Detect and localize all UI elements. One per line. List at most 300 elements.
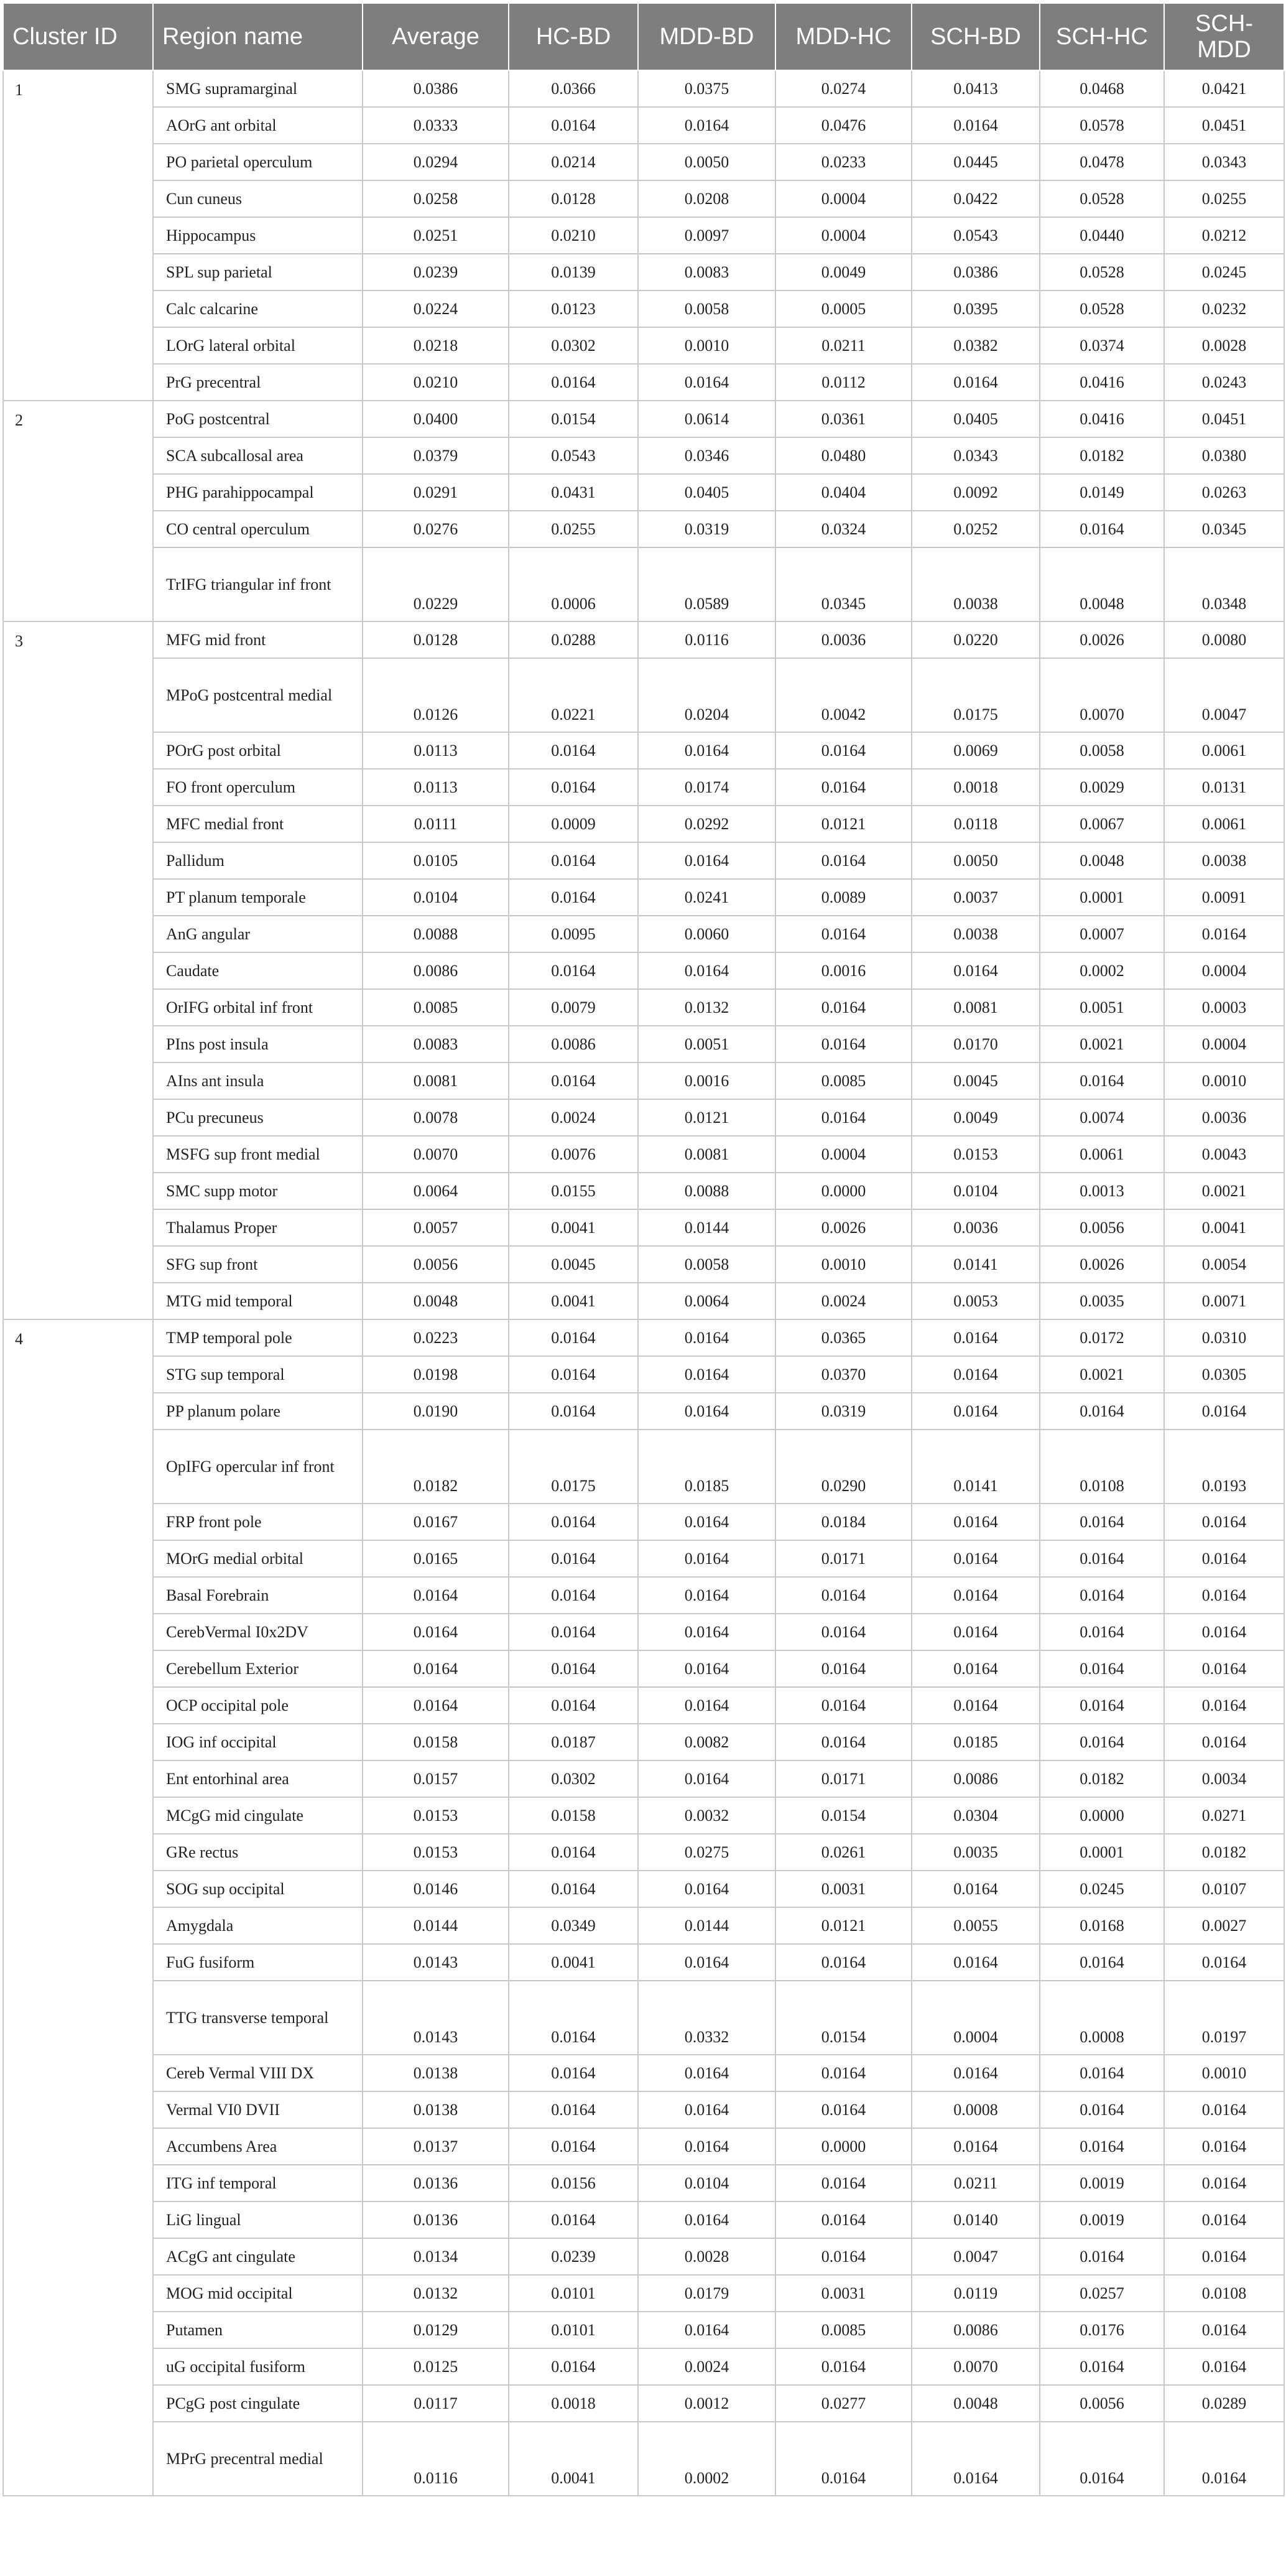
mdd-hc-cell: 0.0164 xyxy=(775,1099,912,1136)
average-cell: 0.0111 xyxy=(363,806,509,842)
sch-hc-cell: 0.0061 xyxy=(1040,1136,1164,1173)
average-cell: 0.0229 xyxy=(363,547,509,621)
mdd-hc-cell: 0.0024 xyxy=(775,1283,912,1319)
mdd-hc-cell: 0.0031 xyxy=(775,2275,912,2312)
region-name-cell: STG sup temporal xyxy=(153,1356,363,1393)
sch-bd-cell: 0.0382 xyxy=(912,327,1040,364)
hc-bd-cell: 0.0214 xyxy=(509,144,638,180)
mdd-bd-cell: 0.0164 xyxy=(638,1760,775,1797)
table-row xyxy=(3,511,1284,547)
average-cell: 0.0258 xyxy=(363,180,509,217)
sch-mdd-cell: 0.0038 xyxy=(1164,842,1284,879)
mdd-hc-cell: 0.0164 xyxy=(775,1650,912,1687)
sch-hc-cell: 0.0168 xyxy=(1040,1907,1164,1944)
sch-bd-cell: 0.0092 xyxy=(912,474,1040,511)
region-name-cell: CerebVermal I0x2DV xyxy=(153,1614,363,1650)
average-cell: 0.0113 xyxy=(363,769,509,806)
sch-hc-cell: 0.0164 xyxy=(1040,2238,1164,2275)
hc-bd-cell: 0.0123 xyxy=(509,291,638,327)
table-row xyxy=(3,1834,1284,1871)
mdd-bd-cell: 0.0346 xyxy=(638,437,775,474)
mdd-bd-cell: 0.0319 xyxy=(638,511,775,547)
average-cell: 0.0153 xyxy=(363,1797,509,1834)
average-cell: 0.0083 xyxy=(363,1026,509,1062)
sch-bd-cell: 0.0053 xyxy=(912,1283,1040,1319)
table-row xyxy=(3,1136,1284,1173)
sch-mdd-cell: 0.0421 xyxy=(1164,70,1284,107)
sch-bd-cell: 0.0018 xyxy=(912,769,1040,806)
sch-mdd-cell: 0.0036 xyxy=(1164,1099,1284,1136)
mdd-bd-cell: 0.0164 xyxy=(638,1944,775,1981)
sch-mdd-cell: 0.0061 xyxy=(1164,732,1284,769)
mdd-bd-cell: 0.0164 xyxy=(638,1504,775,1540)
sch-bd-cell: 0.0164 xyxy=(912,1577,1040,1614)
sch-mdd-cell: 0.0164 xyxy=(1164,1650,1284,1687)
mdd-bd-cell: 0.0088 xyxy=(638,1173,775,1209)
region-name-cell: ACgG ant cingulate xyxy=(153,2238,363,2275)
hc-bd-cell: 0.0164 xyxy=(509,2055,638,2091)
table-row xyxy=(3,2385,1284,2422)
table-row xyxy=(3,1687,1284,1724)
table-row xyxy=(3,1209,1284,1246)
average-cell: 0.0137 xyxy=(363,2128,509,2165)
sch-bd-cell: 0.0252 xyxy=(912,511,1040,547)
average-cell: 0.0167 xyxy=(363,1504,509,1540)
mdd-hc-cell: 0.0154 xyxy=(775,1797,912,1834)
sch-mdd-cell: 0.0164 xyxy=(1164,1944,1284,1981)
sch-hc-cell: 0.0056 xyxy=(1040,1209,1164,1246)
average-cell: 0.0239 xyxy=(363,254,509,291)
average-cell: 0.0104 xyxy=(363,879,509,916)
sch-bd-cell: 0.0008 xyxy=(912,2091,1040,2128)
sch-bd-cell: 0.0395 xyxy=(912,291,1040,327)
hc-bd-cell: 0.0164 xyxy=(509,1393,638,1430)
mdd-bd-cell: 0.0174 xyxy=(638,769,775,806)
sch-hc-cell: 0.0172 xyxy=(1040,1319,1164,1356)
table-row xyxy=(3,2091,1284,2128)
sch-hc-cell: 0.0021 xyxy=(1040,1356,1164,1393)
sch-bd-cell: 0.0038 xyxy=(912,916,1040,952)
region-name-cell: Hippocampus xyxy=(153,217,363,254)
hc-bd-cell: 0.0366 xyxy=(509,70,638,107)
sch-hc-cell: 0.0067 xyxy=(1040,806,1164,842)
sch-hc-cell: 0.0074 xyxy=(1040,1099,1164,1136)
mdd-bd-cell: 0.0332 xyxy=(638,1981,775,2055)
mdd-hc-cell: 0.0164 xyxy=(775,2055,912,2091)
hc-bd-cell: 0.0009 xyxy=(509,806,638,842)
sch-bd-cell: 0.0045 xyxy=(912,1062,1040,1099)
mdd-bd-cell: 0.0164 xyxy=(638,2055,775,2091)
mdd-bd-cell: 0.0614 xyxy=(638,401,775,437)
mdd-hc-cell: 0.0324 xyxy=(775,511,912,547)
average-cell: 0.0136 xyxy=(363,2202,509,2238)
sch-mdd-cell: 0.0451 xyxy=(1164,401,1284,437)
sch-hc-cell: 0.0416 xyxy=(1040,364,1164,401)
sch-mdd-cell: 0.0164 xyxy=(1164,1687,1284,1724)
sch-hc-cell: 0.0578 xyxy=(1040,107,1164,144)
sch-mdd-cell: 0.0345 xyxy=(1164,511,1284,547)
hc-bd-cell: 0.0024 xyxy=(509,1099,638,1136)
header-region-name: Region name xyxy=(153,3,363,70)
average-cell: 0.0190 xyxy=(363,1393,509,1430)
mdd-hc-cell: 0.0042 xyxy=(775,658,912,732)
table-row xyxy=(3,1981,1284,2055)
sch-bd-cell: 0.0037 xyxy=(912,879,1040,916)
sch-bd-cell: 0.0047 xyxy=(912,2238,1040,2275)
sch-hc-cell: 0.0164 xyxy=(1040,1944,1164,1981)
mdd-bd-cell: 0.0016 xyxy=(638,1062,775,1099)
table-row xyxy=(3,1246,1284,1283)
mdd-hc-cell: 0.0476 xyxy=(775,107,912,144)
sch-bd-cell: 0.0164 xyxy=(912,1944,1040,1981)
region-name-cell: SPL sup parietal xyxy=(153,254,363,291)
sch-bd-cell: 0.0048 xyxy=(912,2385,1040,2422)
sch-mdd-cell: 0.0164 xyxy=(1164,2312,1284,2348)
sch-hc-cell: 0.0164 xyxy=(1040,1687,1164,1724)
sch-mdd-cell: 0.0071 xyxy=(1164,1283,1284,1319)
region-name-cell: Amygdala xyxy=(153,1907,363,1944)
sch-hc-cell: 0.0164 xyxy=(1040,2055,1164,2091)
mdd-hc-cell: 0.0164 xyxy=(775,732,912,769)
region-name-cell: PT planum temporale xyxy=(153,879,363,916)
hc-bd-cell: 0.0164 xyxy=(509,364,638,401)
hc-bd-cell: 0.0175 xyxy=(509,1430,638,1504)
sch-hc-cell: 0.0164 xyxy=(1040,1650,1164,1687)
sch-hc-cell: 0.0164 xyxy=(1040,1504,1164,1540)
sch-mdd-cell: 0.0043 xyxy=(1164,1136,1284,1173)
table-row xyxy=(3,1026,1284,1062)
region-name-cell: FRP front pole xyxy=(153,1504,363,1540)
sch-bd-cell: 0.0164 xyxy=(912,2128,1040,2165)
mdd-bd-cell: 0.0132 xyxy=(638,989,775,1026)
sch-hc-cell: 0.0048 xyxy=(1040,842,1164,879)
average-cell: 0.0088 xyxy=(363,916,509,952)
sch-bd-cell: 0.0141 xyxy=(912,1246,1040,1283)
sch-hc-cell: 0.0416 xyxy=(1040,401,1164,437)
sch-hc-cell: 0.0528 xyxy=(1040,254,1164,291)
header-mdd-hc: MDD-HC xyxy=(775,3,912,70)
mdd-bd-cell: 0.0164 xyxy=(638,2312,775,2348)
mdd-hc-cell: 0.0004 xyxy=(775,217,912,254)
mdd-bd-cell: 0.0164 xyxy=(638,1356,775,1393)
sch-hc-cell: 0.0164 xyxy=(1040,1724,1164,1760)
region-name-cell: Cerebellum Exterior xyxy=(153,1650,363,1687)
mdd-hc-cell: 0.0164 xyxy=(775,842,912,879)
table-row xyxy=(3,2165,1284,2202)
cluster-id-cell: 2 xyxy=(3,401,153,621)
sch-mdd-cell: 0.0003 xyxy=(1164,989,1284,1026)
region-name-cell: MCgG mid cingulate xyxy=(153,1797,363,1834)
hc-bd-cell: 0.0156 xyxy=(509,2165,638,2202)
table-row xyxy=(3,2422,1284,2496)
average-cell: 0.0138 xyxy=(363,2091,509,2128)
header-row xyxy=(3,3,1284,70)
sch-bd-cell: 0.0153 xyxy=(912,1136,1040,1173)
region-name-cell: IOG inf occipital xyxy=(153,1724,363,1760)
region-name-cell: ITG inf temporal xyxy=(153,2165,363,2202)
hc-bd-cell: 0.0155 xyxy=(509,1173,638,1209)
sch-hc-cell: 0.0149 xyxy=(1040,474,1164,511)
mdd-hc-cell: 0.0016 xyxy=(775,952,912,989)
mdd-hc-cell: 0.0184 xyxy=(775,1504,912,1540)
mdd-hc-cell: 0.0164 xyxy=(775,916,912,952)
average-cell: 0.0400 xyxy=(363,401,509,437)
sch-mdd-cell: 0.0080 xyxy=(1164,621,1284,658)
mdd-hc-cell: 0.0112 xyxy=(775,364,912,401)
sch-mdd-cell: 0.0232 xyxy=(1164,291,1284,327)
table-body xyxy=(3,70,1284,2496)
sch-bd-cell: 0.0543 xyxy=(912,217,1040,254)
region-name-cell: SMG supramarginal xyxy=(153,70,363,107)
sch-bd-cell: 0.0175 xyxy=(912,658,1040,732)
region-name-cell: MOrG medial orbital xyxy=(153,1540,363,1577)
average-cell: 0.0125 xyxy=(363,2348,509,2385)
mdd-hc-cell: 0.0004 xyxy=(775,1136,912,1173)
region-name-cell: MPoG postcentral medial xyxy=(153,658,363,732)
region-name-cell: MTG mid temporal xyxy=(153,1283,363,1319)
table-row xyxy=(3,2238,1284,2275)
region-name-cell: SFG sup front xyxy=(153,1246,363,1283)
mdd-hc-cell: 0.0274 xyxy=(775,70,912,107)
sch-mdd-cell: 0.0193 xyxy=(1164,1430,1284,1504)
mdd-hc-cell: 0.0319 xyxy=(775,1393,912,1430)
mdd-hc-cell: 0.0121 xyxy=(775,1907,912,1944)
mdd-hc-cell: 0.0164 xyxy=(775,2422,912,2496)
sch-hc-cell: 0.0019 xyxy=(1040,2165,1164,2202)
mdd-bd-cell: 0.0164 xyxy=(638,1687,775,1724)
cluster-id-cell: 3 xyxy=(3,621,153,1319)
table-row xyxy=(3,1430,1284,1504)
region-name-cell: PO parietal operculum xyxy=(153,144,363,180)
mdd-bd-cell: 0.0204 xyxy=(638,658,775,732)
sch-mdd-cell: 0.0212 xyxy=(1164,217,1284,254)
table-row xyxy=(3,1540,1284,1577)
mdd-hc-cell: 0.0261 xyxy=(775,1834,912,1871)
mdd-hc-cell: 0.0164 xyxy=(775,1687,912,1724)
average-cell: 0.0224 xyxy=(363,291,509,327)
sch-bd-cell: 0.0220 xyxy=(912,621,1040,658)
region-name-cell: AIns ant insula xyxy=(153,1062,363,1099)
sch-hc-cell: 0.0048 xyxy=(1040,547,1164,621)
sch-bd-cell: 0.0164 xyxy=(912,1614,1040,1650)
hc-bd-cell: 0.0139 xyxy=(509,254,638,291)
mdd-bd-cell: 0.0082 xyxy=(638,1724,775,1760)
sch-mdd-cell: 0.0245 xyxy=(1164,254,1284,291)
sch-hc-cell: 0.0051 xyxy=(1040,989,1164,1026)
sch-bd-cell: 0.0164 xyxy=(912,2422,1040,2496)
sch-mdd-cell: 0.0271 xyxy=(1164,1797,1284,1834)
mdd-bd-cell: 0.0116 xyxy=(638,621,775,658)
mdd-bd-cell: 0.0589 xyxy=(638,547,775,621)
sch-mdd-cell: 0.0164 xyxy=(1164,2238,1284,2275)
sch-mdd-cell: 0.0107 xyxy=(1164,1871,1284,1907)
mdd-hc-cell: 0.0154 xyxy=(775,1981,912,2055)
hc-bd-cell: 0.0349 xyxy=(509,1907,638,1944)
sch-bd-cell: 0.0140 xyxy=(912,2202,1040,2238)
sch-bd-cell: 0.0413 xyxy=(912,70,1040,107)
table-row xyxy=(3,621,1284,658)
region-name-cell: FuG fusiform xyxy=(153,1944,363,1981)
hc-bd-cell: 0.0164 xyxy=(509,1687,638,1724)
sch-bd-cell: 0.0445 xyxy=(912,144,1040,180)
region-name-cell: MPrG precentral medial xyxy=(153,2422,363,2496)
sch-hc-cell: 0.0029 xyxy=(1040,769,1164,806)
sch-mdd-cell: 0.0310 xyxy=(1164,1319,1284,1356)
table-row xyxy=(3,1356,1284,1393)
mdd-bd-cell: 0.0121 xyxy=(638,1099,775,1136)
table-row xyxy=(3,2202,1284,2238)
sch-bd-cell: 0.0164 xyxy=(912,364,1040,401)
table-row xyxy=(3,401,1284,437)
sch-bd-cell: 0.0081 xyxy=(912,989,1040,1026)
mdd-bd-cell: 0.0028 xyxy=(638,2238,775,2275)
mdd-hc-cell: 0.0164 xyxy=(775,2202,912,2238)
hc-bd-cell: 0.0041 xyxy=(509,1944,638,1981)
mdd-hc-cell: 0.0026 xyxy=(775,1209,912,1246)
region-name-cell: MFG mid front xyxy=(153,621,363,658)
hc-bd-cell: 0.0164 xyxy=(509,879,638,916)
average-cell: 0.0294 xyxy=(363,144,509,180)
average-cell: 0.0057 xyxy=(363,1209,509,1246)
sch-mdd-cell: 0.0091 xyxy=(1164,879,1284,916)
region-name-cell: GRe rectus xyxy=(153,1834,363,1871)
mdd-hc-cell: 0.0000 xyxy=(775,2128,912,2165)
sch-bd-cell: 0.0164 xyxy=(912,1504,1040,1540)
mdd-bd-cell: 0.0032 xyxy=(638,1797,775,1834)
hc-bd-cell: 0.0018 xyxy=(509,2385,638,2422)
region-name-cell: LOrG lateral orbital xyxy=(153,327,363,364)
header-cluster-id: Cluster ID xyxy=(3,3,153,70)
sch-mdd-cell: 0.0108 xyxy=(1164,2275,1284,2312)
mdd-bd-cell: 0.0051 xyxy=(638,1026,775,1062)
sch-bd-cell: 0.0211 xyxy=(912,2165,1040,2202)
table-row xyxy=(3,364,1284,401)
mdd-bd-cell: 0.0292 xyxy=(638,806,775,842)
table-row xyxy=(3,1393,1284,1430)
sch-mdd-cell: 0.0034 xyxy=(1164,1760,1284,1797)
average-cell: 0.0126 xyxy=(363,658,509,732)
hc-bd-cell: 0.0045 xyxy=(509,1246,638,1283)
mdd-hc-cell: 0.0089 xyxy=(775,879,912,916)
table-row xyxy=(3,180,1284,217)
table-row xyxy=(3,1614,1284,1650)
hc-bd-cell: 0.0164 xyxy=(509,1614,638,1650)
sch-hc-cell: 0.0374 xyxy=(1040,327,1164,364)
sch-hc-cell: 0.0176 xyxy=(1040,2312,1164,2348)
region-name-cell: uG occipital fusiform xyxy=(153,2348,363,2385)
hc-bd-cell: 0.0543 xyxy=(509,437,638,474)
table-row xyxy=(3,437,1284,474)
mdd-hc-cell: 0.0164 xyxy=(775,1944,912,1981)
sch-mdd-cell: 0.0021 xyxy=(1164,1173,1284,1209)
mdd-bd-cell: 0.0012 xyxy=(638,2385,775,2422)
hc-bd-cell: 0.0239 xyxy=(509,2238,638,2275)
mdd-bd-cell: 0.0097 xyxy=(638,217,775,254)
average-cell: 0.0128 xyxy=(363,621,509,658)
hc-bd-cell: 0.0164 xyxy=(509,769,638,806)
sch-hc-cell: 0.0468 xyxy=(1040,70,1164,107)
average-cell: 0.0223 xyxy=(363,1319,509,1356)
mdd-hc-cell: 0.0121 xyxy=(775,806,912,842)
average-cell: 0.0136 xyxy=(363,2165,509,2202)
hc-bd-cell: 0.0154 xyxy=(509,401,638,437)
mdd-hc-cell: 0.0164 xyxy=(775,1614,912,1650)
average-cell: 0.0182 xyxy=(363,1430,509,1504)
mdd-bd-cell: 0.0144 xyxy=(638,1209,775,1246)
mdd-bd-cell: 0.0164 xyxy=(638,1614,775,1650)
sch-mdd-cell: 0.0061 xyxy=(1164,806,1284,842)
average-cell: 0.0291 xyxy=(363,474,509,511)
mdd-hc-cell: 0.0171 xyxy=(775,1540,912,1577)
sch-hc-cell: 0.0164 xyxy=(1040,2091,1164,2128)
average-cell: 0.0386 xyxy=(363,70,509,107)
average-cell: 0.0143 xyxy=(363,1981,509,2055)
mdd-bd-cell: 0.0179 xyxy=(638,2275,775,2312)
hc-bd-cell: 0.0164 xyxy=(509,1650,638,1687)
average-cell: 0.0048 xyxy=(363,1283,509,1319)
table-row xyxy=(3,2128,1284,2165)
region-name-cell: SOG sup occipital xyxy=(153,1871,363,1907)
sch-hc-cell: 0.0070 xyxy=(1040,658,1164,732)
hc-bd-cell: 0.0164 xyxy=(509,2128,638,2165)
average-cell: 0.0153 xyxy=(363,1834,509,1871)
region-name-cell: PP planum polare xyxy=(153,1393,363,1430)
sch-bd-cell: 0.0164 xyxy=(912,107,1040,144)
sch-mdd-cell: 0.0255 xyxy=(1164,180,1284,217)
average-cell: 0.0143 xyxy=(363,1944,509,1981)
table-row xyxy=(3,1319,1284,1356)
hc-bd-cell: 0.0164 xyxy=(509,1319,638,1356)
table-row xyxy=(3,1650,1284,1687)
sch-hc-cell: 0.0058 xyxy=(1040,732,1164,769)
sch-mdd-cell: 0.0004 xyxy=(1164,952,1284,989)
header-average: Average xyxy=(363,3,509,70)
mdd-hc-cell: 0.0164 xyxy=(775,1026,912,1062)
table-row xyxy=(3,916,1284,952)
sch-hc-cell: 0.0164 xyxy=(1040,1540,1164,1577)
region-name-cell: Basal Forebrain xyxy=(153,1577,363,1614)
table-row xyxy=(3,1283,1284,1319)
hc-bd-cell: 0.0041 xyxy=(509,1209,638,1246)
hc-bd-cell: 0.0164 xyxy=(509,1540,638,1577)
sch-hc-cell: 0.0182 xyxy=(1040,437,1164,474)
average-cell: 0.0081 xyxy=(363,1062,509,1099)
header-sch-bd: SCH-BD xyxy=(912,3,1040,70)
hc-bd-cell: 0.0431 xyxy=(509,474,638,511)
hc-bd-cell: 0.0221 xyxy=(509,658,638,732)
average-cell: 0.0116 xyxy=(363,2422,509,2496)
mdd-hc-cell: 0.0005 xyxy=(775,291,912,327)
sch-bd-cell: 0.0038 xyxy=(912,547,1040,621)
sch-bd-cell: 0.0170 xyxy=(912,1026,1040,1062)
mdd-bd-cell: 0.0275 xyxy=(638,1834,775,1871)
region-name-cell: TrIFG triangular inf front xyxy=(153,547,363,621)
hc-bd-cell: 0.0079 xyxy=(509,989,638,1026)
average-cell: 0.0164 xyxy=(363,1687,509,1724)
hc-bd-cell: 0.0288 xyxy=(509,621,638,658)
table-row xyxy=(3,952,1284,989)
hc-bd-cell: 0.0101 xyxy=(509,2312,638,2348)
sch-mdd-cell: 0.0054 xyxy=(1164,1246,1284,1283)
sch-mdd-cell: 0.0164 xyxy=(1164,1724,1284,1760)
sch-mdd-cell: 0.0164 xyxy=(1164,2422,1284,2496)
sch-hc-cell: 0.0257 xyxy=(1040,2275,1164,2312)
sch-mdd-cell: 0.0380 xyxy=(1164,437,1284,474)
region-name-cell: AOrG ant orbital xyxy=(153,107,363,144)
hc-bd-cell: 0.0164 xyxy=(509,1504,638,1540)
mdd-bd-cell: 0.0058 xyxy=(638,1246,775,1283)
hc-bd-cell: 0.0164 xyxy=(509,732,638,769)
